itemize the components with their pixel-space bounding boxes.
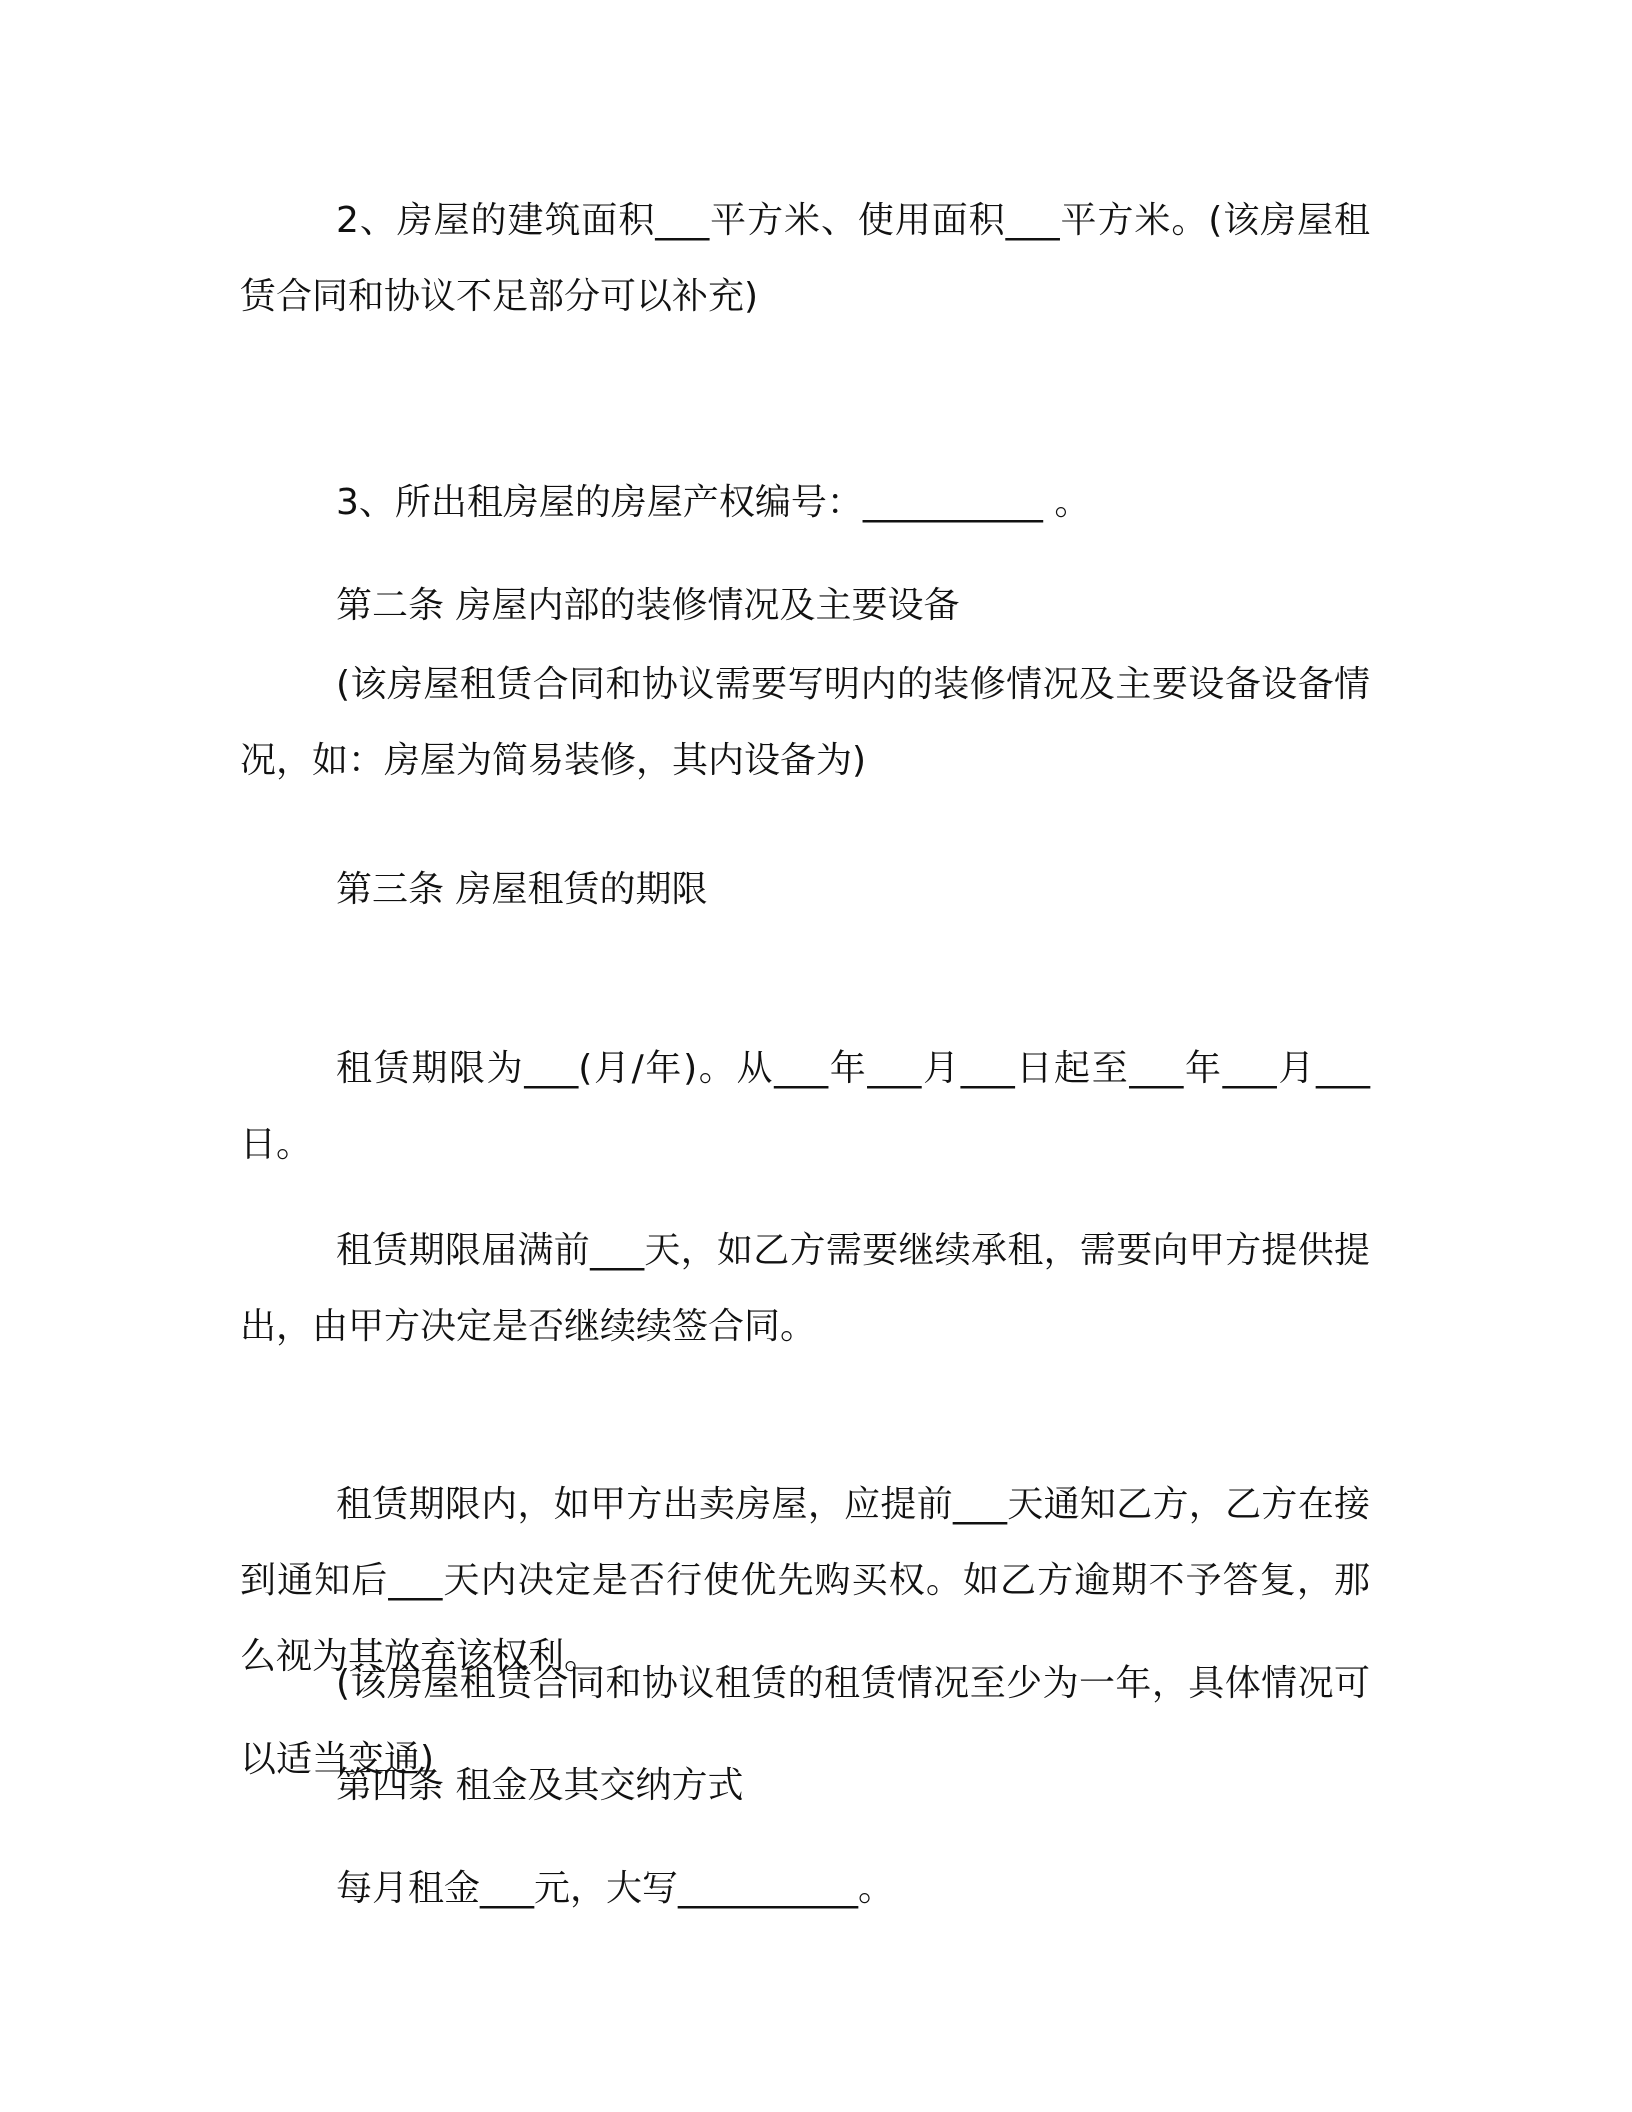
article-2-heading: 第二条 房屋内部的装修情况及主要设备	[336, 585, 960, 626]
article-3-heading: 第三条 房屋租赁的期限	[336, 869, 708, 910]
article-2-note: (该房屋租赁合同和协议需要写明内的装修情况及主要设备设备情况，如：房屋为简易装修，其内设备为)	[240, 664, 1370, 781]
article-4-heading: 第四条 租金及其交纳方式	[336, 1765, 744, 1806]
lease-term-note: (该房屋租赁合同和协议租赁的租赁情况至少为一年，具体情况可以适当变通)	[240, 1663, 1370, 1780]
monthly-rent-clause: 每月租金___元，大写__________。	[336, 1868, 895, 1909]
priority-purchase-clause: 租赁期限内，如甲方出卖房屋，应提前___天通知乙方，乙方在接到通知后___天内决定是否行使优先购买权。如乙方逾期不予答复，那么视为其放弃该权利。	[240, 1484, 1370, 1677]
lease-term-clause: 租赁期限为___(月/年)。从___年___月___日起至___年___月___日。	[240, 1048, 1370, 1165]
clause-area: 2、房屋的建筑面积___平方米、使用面积___平方米。(该房屋租赁合同和协议不足部分可以补充)	[240, 200, 1370, 317]
lease-renewal-clause: 租赁期限届满前___天，如乙方需要继续承租，需要向甲方提供提出，由甲方决定是否继续续签合同。	[240, 1230, 1370, 1347]
clause-property-number: 3、所出租房屋的房屋产权编号：__________ 。	[336, 482, 1091, 523]
